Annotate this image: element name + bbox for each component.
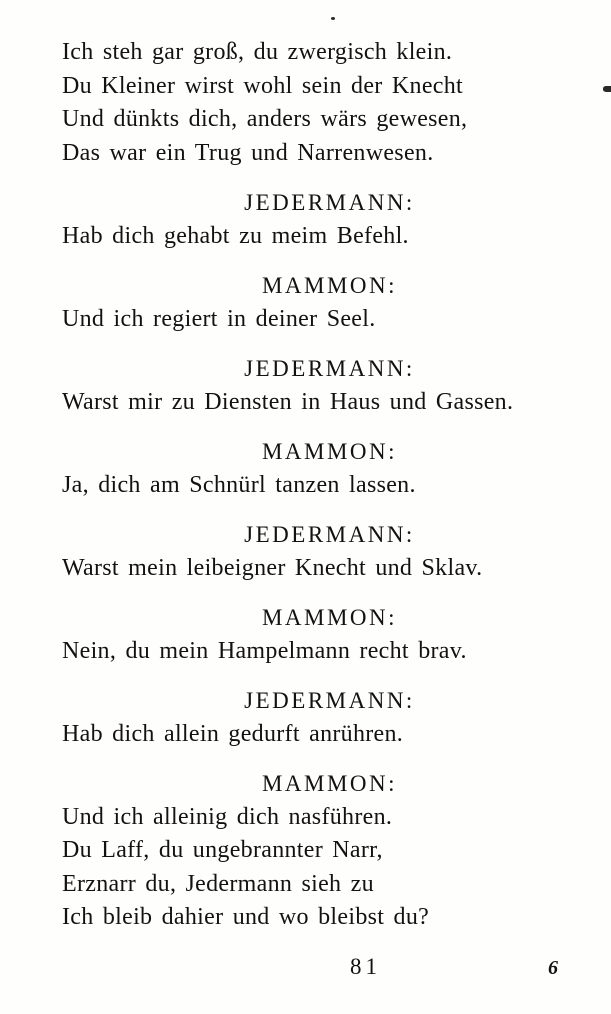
verse-text-block [62, 36, 571, 935]
verse-line: Du Laff, du ungebrannter Narr, [62, 837, 383, 863]
speaker-name: JEDERMANN: [244, 688, 415, 713]
scan-speck-right-edge [603, 86, 611, 92]
speaker-name: MAMMON: [261, 605, 398, 630]
speaker-name: JEDERMANN: [244, 522, 415, 547]
verse-line: Du Kleiner wirst wohl sein der Knecht [62, 72, 464, 99]
verse-line: Ja, dich am Schnürl tanzen lassen. [62, 471, 416, 498]
verse-line: Nein, du mein Hampelmann recht brav. [62, 637, 467, 664]
speaker-name: JEDERMANN: [244, 356, 415, 381]
verse-line: Ich steh gar groß, du zwergisch klein. [62, 39, 453, 65]
speaker-name: JEDERMANN: [244, 190, 415, 215]
verse-line: Warst mein leibeigner Knecht und Sklav. [62, 554, 483, 581]
verse-line: Erznarr du, Jedermann sieh zu [62, 870, 374, 897]
signature-mark: 6 [548, 957, 558, 979]
verse-line: Ich bleib dahier und wo bleibst du? [62, 904, 430, 930]
verse-line: Und ich regiert in deiner Seel. [62, 305, 376, 332]
verse-line: Und dünkts dich, anders wärs gewesen, [62, 106, 468, 132]
page-number: 81 [350, 954, 381, 979]
verse-line: Das war ein Trug und Narrenwesen. [62, 139, 434, 166]
speaker-name: MAMMON: [261, 273, 398, 298]
verse-line: Hab dich gehabt zu meim Befehl. [62, 222, 409, 249]
verse-line: Warst mir zu Diensten in Haus und Gassen. [62, 388, 514, 415]
scan-speck-top [331, 17, 335, 20]
speaker-name: MAMMON: [261, 439, 398, 464]
verse-line: Hab dich allein gedurft anrühren. [62, 720, 404, 747]
verse-line: Und ich alleinig dich nasführen. [62, 803, 393, 830]
speaker-name: MAMMON: [261, 771, 398, 796]
